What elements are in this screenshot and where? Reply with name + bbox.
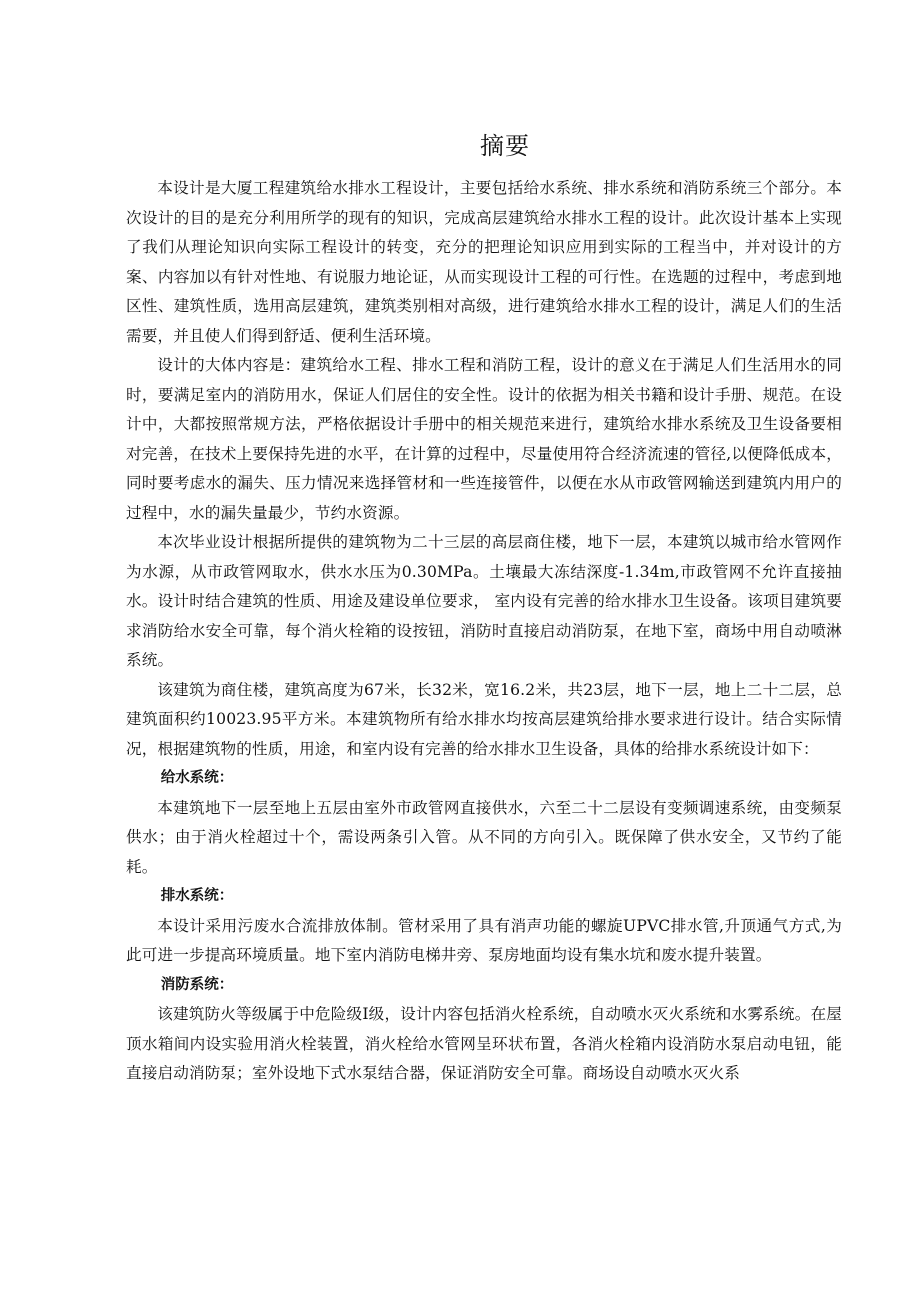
section-heading-water-supply: 给水系统： [160,770,234,786]
section-heading-drainage: 排水系统： [160,888,234,904]
section-text-fire-protection: 该建筑防火等级属于中危险级Ⅰ级，设计内容包括消火栓系统，自动喷水灭火系统和水雾系统。在屋顶水箱间内设实验用消火栓装置，消火栓给水管网呈环状布置，各消火栓箱内设消防水泵启动电钮，能直接启动消防泵；室外设地下式水泵结合器，保证消防安全可靠。商场设自动喷水灭火系 [126,1005,842,1082]
abstract-paragraph-3: 本次毕业设计根据所提供的建筑物为二十三层的高层商住楼，地下一层，本建筑以城市给水管网作为水源，从市政管网取水，供水水压为0.30MPa。土壤最大冻结深度-1.34m,市政管网不允许直接抽水。设计时结合建筑的性质、用途及建设单位要求， 室内设有完善的给水排水卫生设备。该项目建筑要求消防给水安全可靠，每个消火栓箱的设按钮，消防时直接启动消防泵，在地下室，商场中用自动喷淋系统。 [126,533,842,669]
section-heading-fire-protection: 消防系统： [160,976,234,993]
abstract-body [126,174,842,1089]
page-title: 摘要 [480,132,530,160]
abstract-paragraph-1: 本设计是大厦工程建筑给水排水工程设计，主要包括给水系统、排水系统和消防系统三个部分。本次设计的目的是充分利用所学的现有的知识，完成高层建筑给水排水工程的设计。此次设计基本上实现了我们从理论知识向实际工程设计的转变，充分的把理论知识应用到实际的工程当中，并对设计的方案、内容加以有针对性地、有说服力地论证，从而实现设计工程的可行性。在选题的过程中，考虑到地区性、建筑性质，选用高层建筑，建筑类别相对高级，进行建筑给水排水工程的设计，满足人们的生活需要，并且使人们得到舒适、便利生活环境。 [126,179,842,345]
abstract-paragraph-4: 该建筑为商住楼，建筑高度为67米，长32米，宽16.2米，共23层，地下一层，地上二十二层，总建筑面积约10023.95平方米。本建筑物所有给水排水均按高层建筑给排水要求进行设计。结合实际情况，根据建筑物的性质，用途，和室内设有完善的给水排水卫生设备，具体的给排水系统设计如下： [126,680,842,758]
section-text-water-supply: 本建筑地下一层至地上五层由室外市政管网直接供水，六至二十二层设有变频调速系统，由变频泵供水；由于消火栓超过十个，需设两条引入管。从不同的方向引入。既保障了供水安全，又节约了能耗。 [126,798,842,876]
abstract-paragraph-2: 设计的大体内容是：建筑给水工程、排水工程和消防工程，设计的意义在于满足人们生活用水的同时，要满足室内的消防用水，保证人们居住的安全性。设计的依据为相关书籍和设计手册、规范。在设计中，大都按照常规方法，严格依据设计手册中的相关规范来进行，建筑给水排水系统及卫生设备要相对完善，在技术上要保持先进的水平，在计算的过程中，尽量使用符合经济流速的管径,以便降低成本，同时要考虑水的漏失、压力情况来选择管材和一些连接管件，以便在水从市政管网输送到建筑内用户的过程中，水的漏失量最少，节约水资源。 [126,356,842,522]
section-text-drainage: 本设计采用污废水合流排放体制。管材采用了具有消声功能的螺旋UPVC排水管,升顶通气方式,为此可进一步提高环境质量。地下室内消防电梯井旁、泵房地面均设有集水坑和废水提升装置。 [126,916,842,964]
